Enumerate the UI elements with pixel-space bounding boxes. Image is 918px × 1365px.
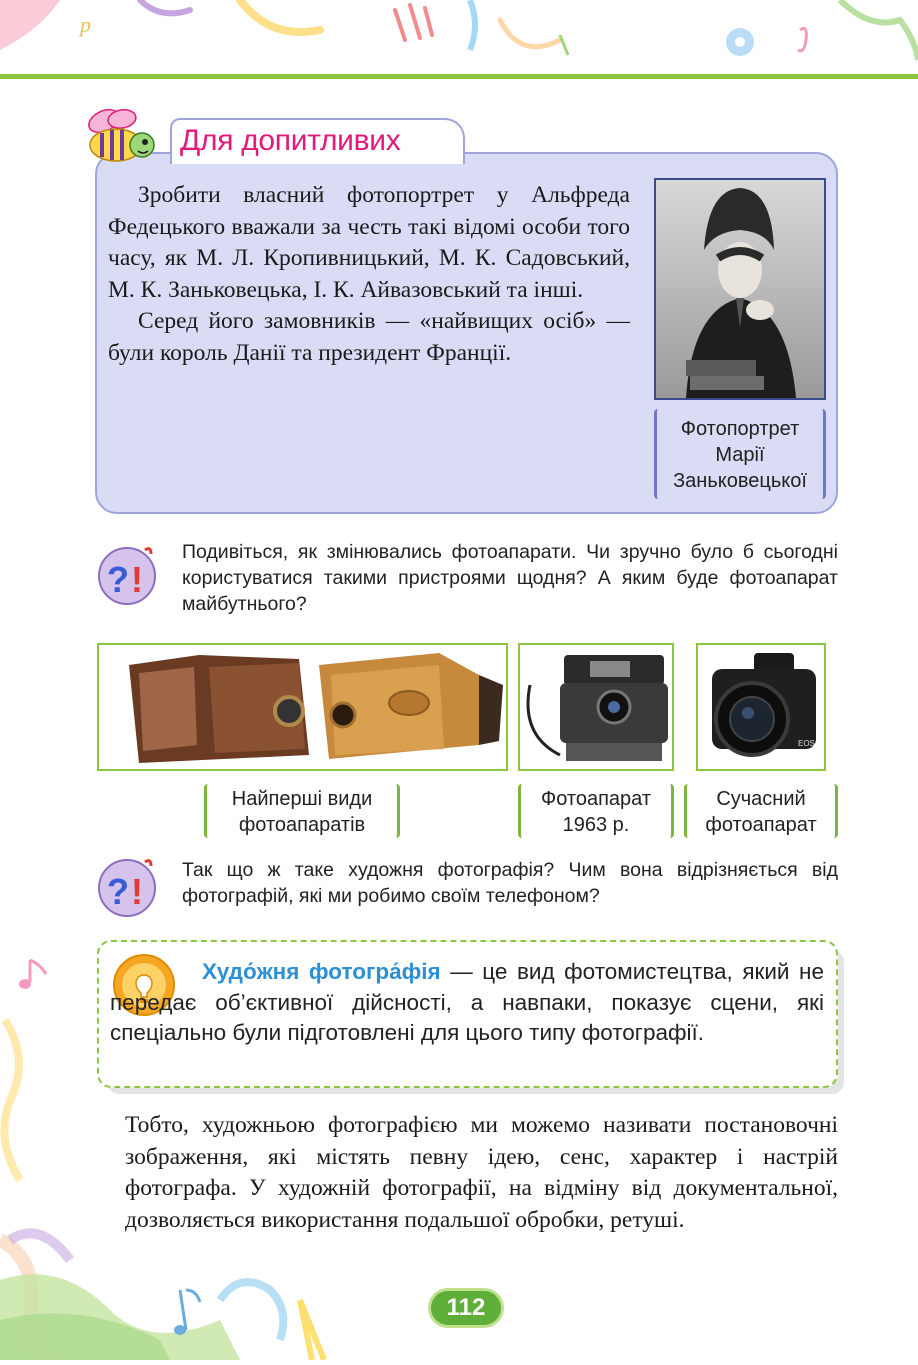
camera-brand-label: EOS <box>798 739 815 748</box>
definition-text <box>110 957 824 1049</box>
svg-text:!: ! <box>131 871 143 912</box>
portrait-caption-line-1: Фотопортрет <box>680 418 800 440</box>
modern-camera-caption-line-2: фотоапарат <box>705 814 817 836</box>
early-cameras-caption-line-1: Найперші види <box>231 788 373 810</box>
question-1-text: Подивіться, як змінювались фотоапарати. Чи зручно було б сьогодні користуватися такими пристроями щодня? А яким буде фотоапарат майбутнього? <box>182 541 838 615</box>
camera-1963-caption <box>518 784 674 838</box>
top-decorative-banner <box>0 0 918 80</box>
camera-1963-photo <box>518 643 674 771</box>
early-cameras-caption-line-2: фотоапаратів <box>238 814 366 836</box>
modern-camera-caption-line-1: Сучасний <box>716 788 806 810</box>
banner-decoration <box>0 0 918 80</box>
modern-camera-caption <box>684 784 838 838</box>
body-paragraph: Тобто, художньою фотографією ми можемо називати постановочні зображення, які містять певну ідею, сенс, характер і настрій фотографа. У художній фотографії, на відміну від документальної, дозволяється використання подальшої обробки, ретуші. <box>125 1112 838 1233</box>
svg-text:?: ? <box>107 871 129 912</box>
svg-text:p: p <box>80 12 91 37</box>
definition-body: — це вид фотомистецтва, який не передає об’єктивної дійсності, а навпаки, показує сцени, які спеціально були підготовлені для цього типу фотографії. <box>110 959 824 1045</box>
portrait-caption-line-3: Заньковецької <box>673 470 807 492</box>
modern-camera-photo <box>696 643 826 771</box>
info-paragraph-1: Зробити власний фотопортрет у Альфреда Федецького вважали за честь такі відомі особи того часу, як М. Л. Кропивницький, М. К. Садовський, М. К. Заньковецька, І. К. Айвазовський та інші. <box>108 182 630 303</box>
camera-1963-caption-line-2: 1963 р. <box>562 814 630 836</box>
info-text <box>108 180 630 369</box>
portrait-caption <box>654 409 826 499</box>
definition-indent <box>110 978 202 979</box>
svg-text:?: ? <box>107 559 129 600</box>
page-number: 112 <box>428 1288 504 1328</box>
camera-1963-caption-line-1: Фотоапарат <box>541 788 651 810</box>
portrait-photo <box>654 178 826 400</box>
question-mascot-icon <box>95 540 161 611</box>
question-mascot-icon-2 <box>95 852 161 923</box>
early-cameras-photo <box>97 643 508 771</box>
svg-text:!: ! <box>131 559 143 600</box>
top-green-line <box>0 74 918 79</box>
info-paragraph-2: Серед його замовників — «найвищих осіб» — були король Данії та президент Франції. <box>108 308 630 366</box>
bee-icon <box>74 105 164 176</box>
early-cameras-caption <box>204 784 400 838</box>
portrait-caption-line-2: Марії <box>715 444 765 466</box>
question-2-text: Так що ж таке художня фотографія? Чим вона відрізняється від фотографій, які ми робимо своїм телефоном? <box>182 859 838 907</box>
info-title: Для допитливих <box>180 124 401 157</box>
definition-term: Худо́жня фотогра́фія <box>202 959 441 984</box>
